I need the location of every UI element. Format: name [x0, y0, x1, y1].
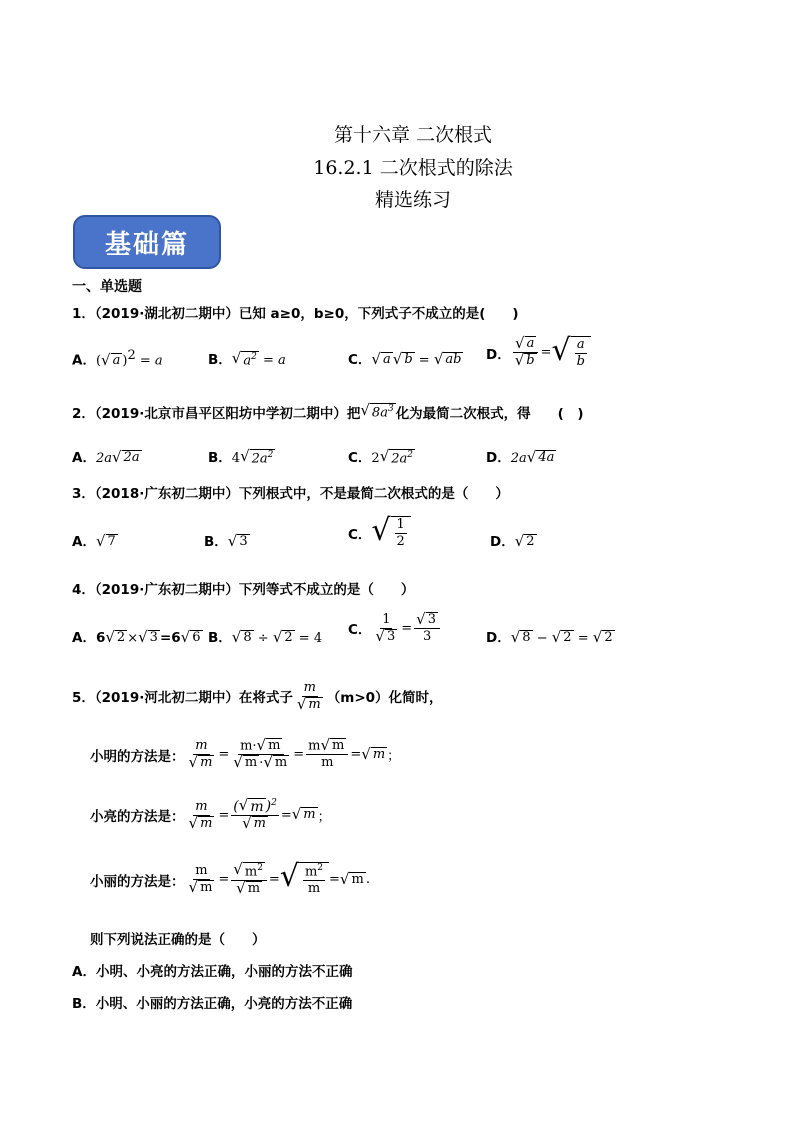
q3-option-a[interactable]: A． √ 7 — [72, 532, 116, 551]
q2-option-d[interactable]: D．2a √ 4a — [486, 448, 555, 467]
q1-option-a[interactable]: A．( √ a )$^2$ = a — [72, 348, 163, 369]
option-label: D． — [486, 630, 511, 646]
q5-choice-b[interactable]: B．小明、小丽的方法正确，小亮的方法不正确 — [72, 996, 353, 1012]
question-2-stem: 2．（2019·北京市昌平区阳坊中学初二期中）把 √ $8a^3$ 化为最简二次根式，得 ( ) — [72, 400, 584, 422]
option-label: D． — [490, 534, 515, 550]
q4-option-b[interactable]: B． √ 8 ÷ √ 2 = 4 — [208, 628, 323, 647]
chapter-title: 第十六章 二次根式 — [333, 124, 493, 146]
option-label: B． — [208, 450, 232, 466]
option-label: D． — [486, 450, 511, 466]
q4-option-a[interactable]: A．6 √ 2 × √ 3 =6 √ 6 — [72, 628, 201, 647]
option-label: C． — [348, 450, 372, 466]
option-label: A． — [72, 630, 96, 646]
option-label: C． — [348, 526, 372, 543]
option-label: A． — [72, 352, 96, 369]
question-5-stem: 5．（2019·河北初二期中）在将式子 m √ m （m>0）化简时， — [72, 680, 443, 713]
option-label: C． — [348, 622, 372, 639]
q3-option-d[interactable]: D． √ 2 — [490, 532, 535, 551]
q2-option-c[interactable]: C．2 √ $2a^2$ — [348, 446, 414, 467]
question-5-ask: 则下列说法正确的是（ ） — [90, 932, 266, 948]
question-1-stem: 1．（2019·湖北初二期中）已知 a≥0，b≥0，下列式子不成立的是( ) — [72, 306, 519, 322]
subtitle: 精选练习 — [374, 189, 451, 211]
question-4-stem: 4．（2019·广东初二期中）下列等式不成立的是（ ） — [72, 582, 415, 598]
q2-option-b[interactable]: B．4 √ $2a^2$ — [208, 446, 274, 467]
option-label: A． — [72, 534, 96, 550]
option-label: C． — [348, 352, 372, 368]
option-label: B． — [204, 534, 228, 550]
option-label: A． — [72, 450, 96, 466]
method-label: 小亮的方法是： — [90, 809, 185, 826]
q1-option-c[interactable]: C． √ a √ b = √ ab — [348, 350, 462, 369]
q3-option-b[interactable]: B． √ 3 — [204, 532, 248, 551]
section-title: 16.2.1 二次根式的除法 — [313, 157, 513, 179]
q3-option-c[interactable]: C． √ $\frac{1}{2}$ — [348, 516, 411, 549]
q4-option-c[interactable]: C． 1 √ 3 = √ 3 3 — [348, 612, 442, 645]
q4-option-d[interactable]: D． √ 8 − √ 2 = √ 2 — [486, 628, 613, 647]
q1-option-b[interactable]: B． √ $a^2$ = a — [208, 348, 286, 369]
method-label: 小明的方法是： — [90, 748, 185, 765]
method-xiaoli: 小丽的方法是： m √ m = √ $m^2$ √ m = √ $\frac{m^2}{m}$ = √ m . — [90, 859, 370, 898]
option-label: B． — [208, 352, 232, 368]
q5-choice-a[interactable]: A．小明、小亮的方法正确，小丽的方法不正确 — [72, 964, 353, 980]
question-3-stem: 3．（2018·广东初二期中）下列根式中，不是最简二次根式的是（ ） — [72, 486, 509, 502]
level-badge: 基础篇 — [73, 215, 221, 269]
q1-option-d[interactable]: D． √ a √ b = √ $\frac{a}{b}$ — [486, 336, 591, 369]
option-label: B． — [208, 630, 232, 646]
method-label: 小丽的方法是： — [90, 873, 185, 890]
section-label: 一、单选题 — [72, 279, 142, 295]
method-xiaoliang: 小亮的方法是： m √ m = ( √ m )$^2$ √ m = √ m ； — [90, 796, 331, 833]
q2-option-a[interactable]: A．2a √ 2a — [72, 448, 140, 467]
method-xiaoming: 小明的方法是： m √ m = m· √ m √ m · √ m = m √ m m = √ m ； — [90, 736, 401, 772]
option-label: D． — [486, 346, 511, 363]
